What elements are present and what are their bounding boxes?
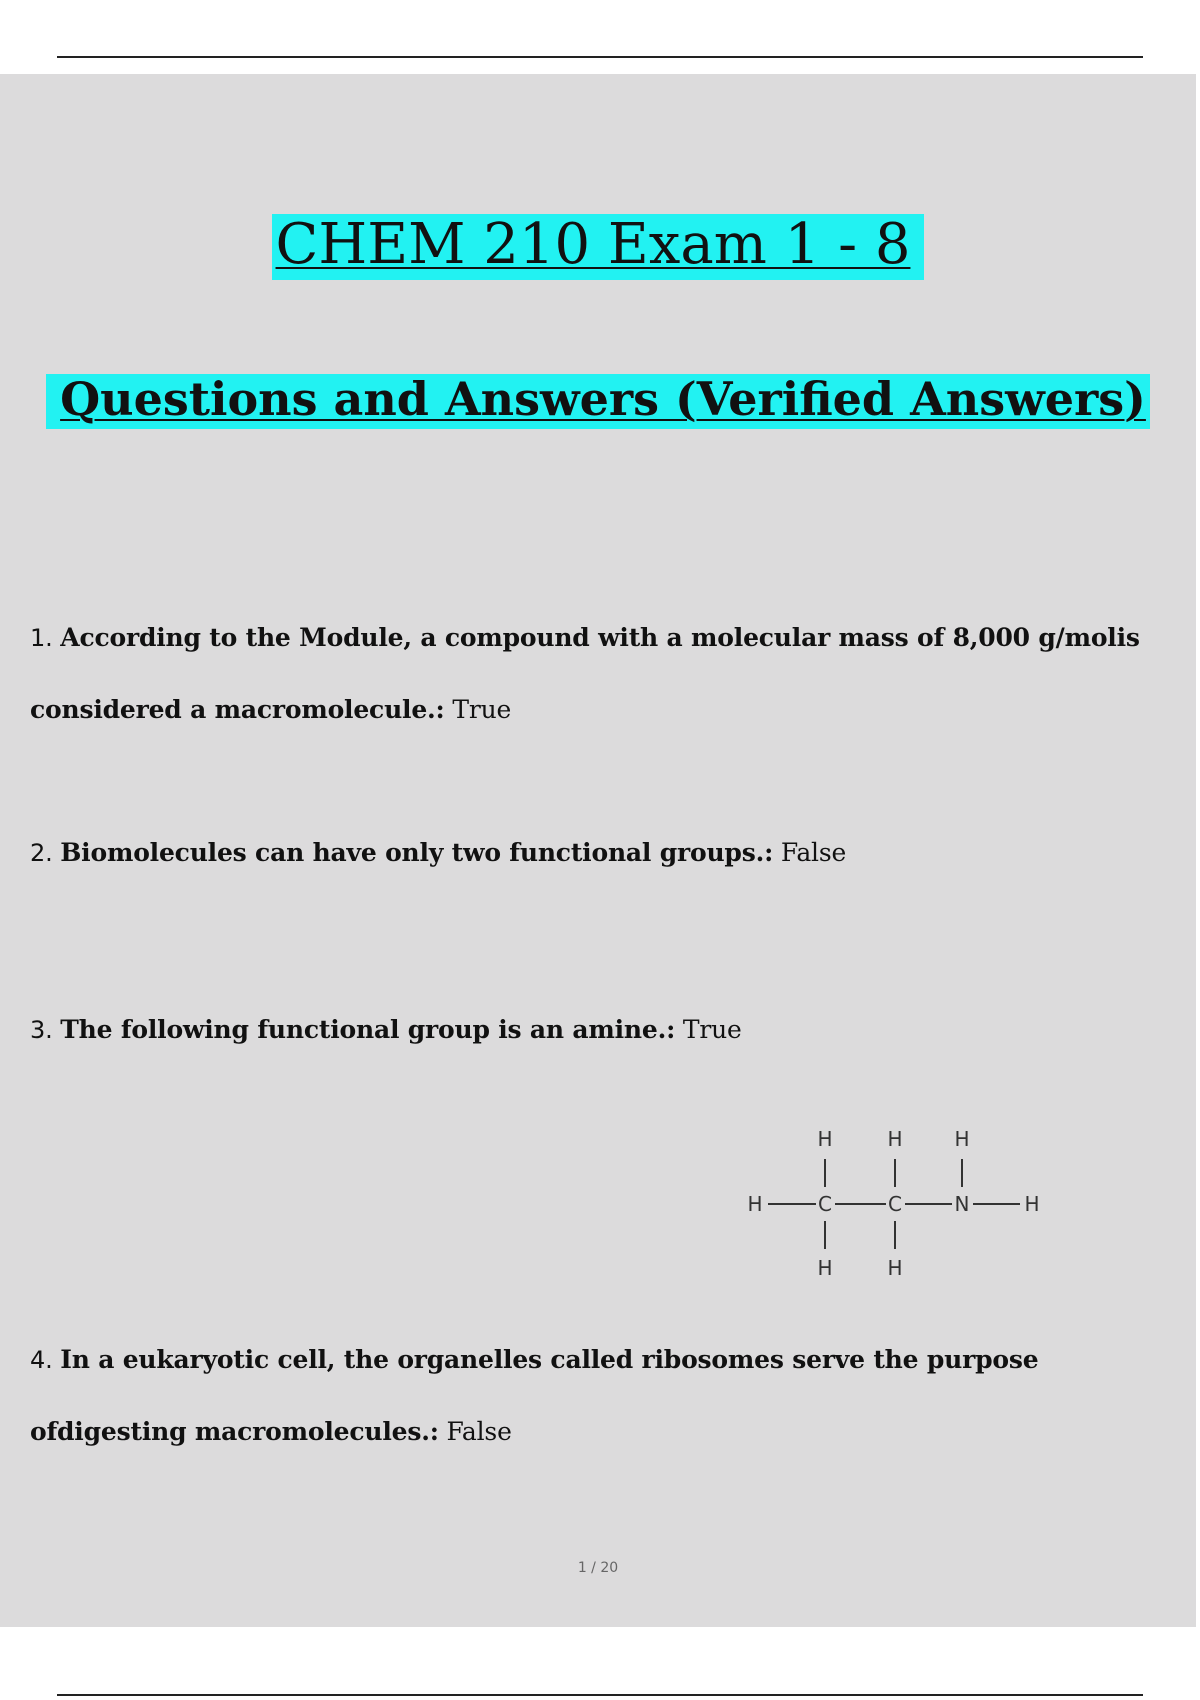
page-indicator: 1 / 20 [577, 1560, 619, 1576]
question-number: 3. [30, 1016, 53, 1044]
question-answer: False [780, 838, 847, 867]
document-subtitle: Questions and Answers (Verified Answers) [46, 374, 1150, 429]
atom-label: H [887, 1256, 903, 1280]
atom-label: C [888, 1192, 902, 1216]
atom-label: N [954, 1192, 970, 1216]
atom-label: H [887, 1127, 903, 1151]
atom-label: H [954, 1127, 970, 1151]
question-text: According to the Module, a compound with a molecular mass of 8,000 g/molis considered a macromolecule.: [30, 623, 1140, 724]
document-title: CHEM 210 Exam 1 - 8 [272, 214, 925, 280]
question-answer: True [452, 695, 512, 724]
question-1 [30, 602, 1170, 746]
question-text: Biomolecules can have only two functional groups.: [60, 838, 774, 867]
question-number: 4. [30, 1346, 53, 1374]
header-rule [57, 56, 1143, 58]
question-number: 1. [30, 624, 53, 652]
atom-label: H [747, 1192, 763, 1216]
atom-label: H [817, 1256, 833, 1280]
question-text: In a eukaryotic cell, the organelles called ribosomes serve the purpose ofdigesting macromolecules.: [30, 1345, 1039, 1446]
question-number: 2. [30, 839, 53, 867]
footer-rule [57, 1694, 1143, 1696]
atom-label: H [817, 1127, 833, 1151]
question-4 [30, 1324, 1170, 1468]
atom-label: C [818, 1192, 832, 1216]
question-answer: False [446, 1417, 512, 1446]
atom-label: H [1024, 1192, 1040, 1216]
question-answer: True [682, 1015, 742, 1044]
question-2 [30, 817, 1170, 889]
document-page [0, 74, 1196, 1627]
ethylamine-structure-diagram [740, 1119, 1060, 1299]
question-3 [30, 994, 1170, 1066]
question-text: The following functional group is an amine.: [60, 1015, 676, 1044]
subtitle-container [0, 374, 1196, 429]
title-container [0, 214, 1196, 280]
